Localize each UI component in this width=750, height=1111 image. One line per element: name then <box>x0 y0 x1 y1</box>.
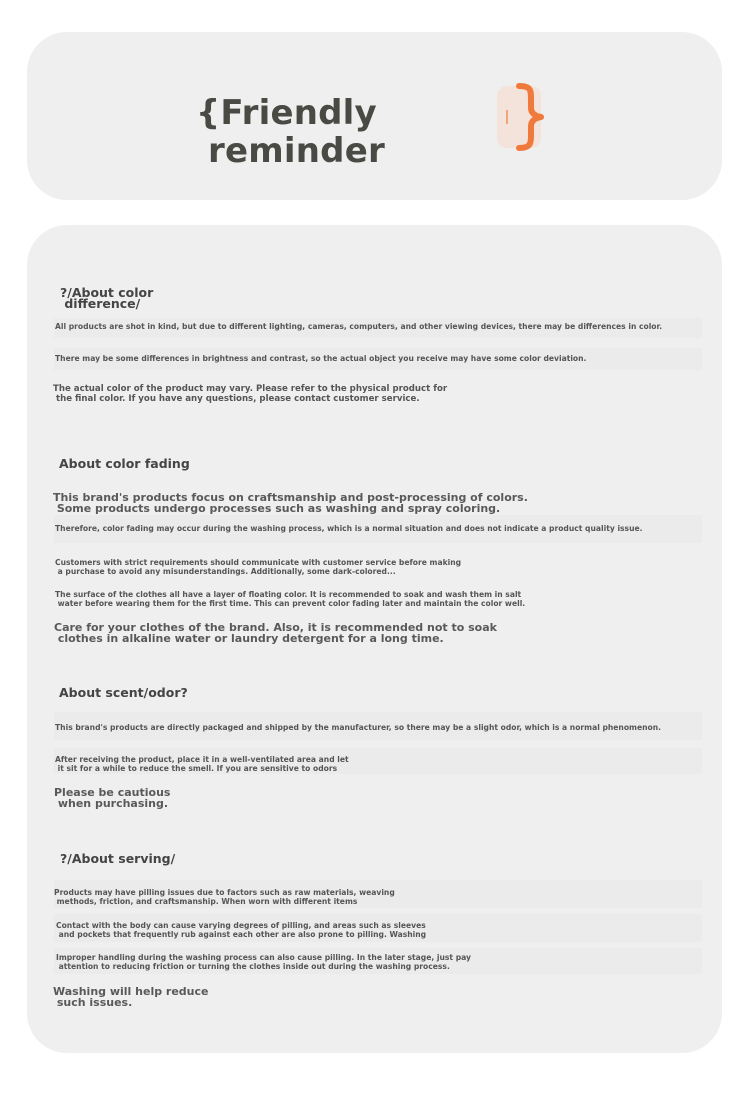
paragraph: After receiving the product, place it in a well-ventilated area and let it sit for a while to reduce the smell. If you are sensitive to odors <box>55 755 349 773</box>
page-title: {Friendly reminder <box>196 93 385 171</box>
section-title-scent-odor: About scent/odor? <box>59 685 188 700</box>
paragraph: The surface of the clothes all have a layer of floating color. It is recommended to soak and wash them in salt water before wearing them for the first time. This can prevent color fading later and maintain the color well. <box>55 590 526 608</box>
closing-brace-icon <box>497 80 553 154</box>
paragraph: This brand's products focus on craftsmanship and post-processing of colors. Some products undergo processes such as washing and spray coloring. <box>53 491 528 515</box>
paragraph: Products may have pilling issues due to factors such as raw materials, weaving methods, friction, and craftsmanship. When worn with different items <box>54 888 395 906</box>
paragraph: This brand's products are directly packaged and shipped by the manufacturer, so there may be a slight odor, which is a normal phenomenon. <box>55 723 662 732</box>
paragraph: Contact with the body can cause varying degrees of pilling, and areas such as sleeves and pockets that frequently rub against each other are also prone to pilling. Washing <box>56 921 427 939</box>
paragraph: Please be cautious when purchasing. <box>54 786 171 810</box>
section-title-serving: ?/About serving/ <box>60 851 176 866</box>
paragraph: Improper handling during the washing process can also cause pilling. In the later stage, just pay attention to reducing friction or turning the clothes inside out during the washing process. <box>56 953 471 971</box>
section-title-color-fading: About color fading <box>59 456 190 471</box>
paragraph: Care for your clothes of the brand. Also, it is recommended not to soak clothes in alkaline water or laundry detergent for a long time. <box>54 621 497 645</box>
paragraph: Therefore, color fading may occur during the washing process, which is a normal situation and does not indicate a product quality issue. <box>55 524 643 533</box>
section-title-color-difference: ?/About color difference/ <box>60 285 154 311</box>
paragraph: Customers with strict requirements should communicate with customer service before making a purchase to avoid any misunderstandings. Additionally, some dark-colored... <box>55 558 462 576</box>
paragraph: The actual color of the product may vary. Please refer to the physical product for the final color. If you have any questions, please contact customer service. <box>53 384 448 404</box>
paragraph: Washing will help reduce such issues. <box>53 985 209 1009</box>
paragraph: All products are shot in kind, but due to different lighting, cameras, computers, and other viewing devices, there may be differences in color. <box>55 322 663 331</box>
paragraph: There may be some differences in brightness and contrast, so the actual object you receive may have some color deviation. <box>55 354 587 363</box>
